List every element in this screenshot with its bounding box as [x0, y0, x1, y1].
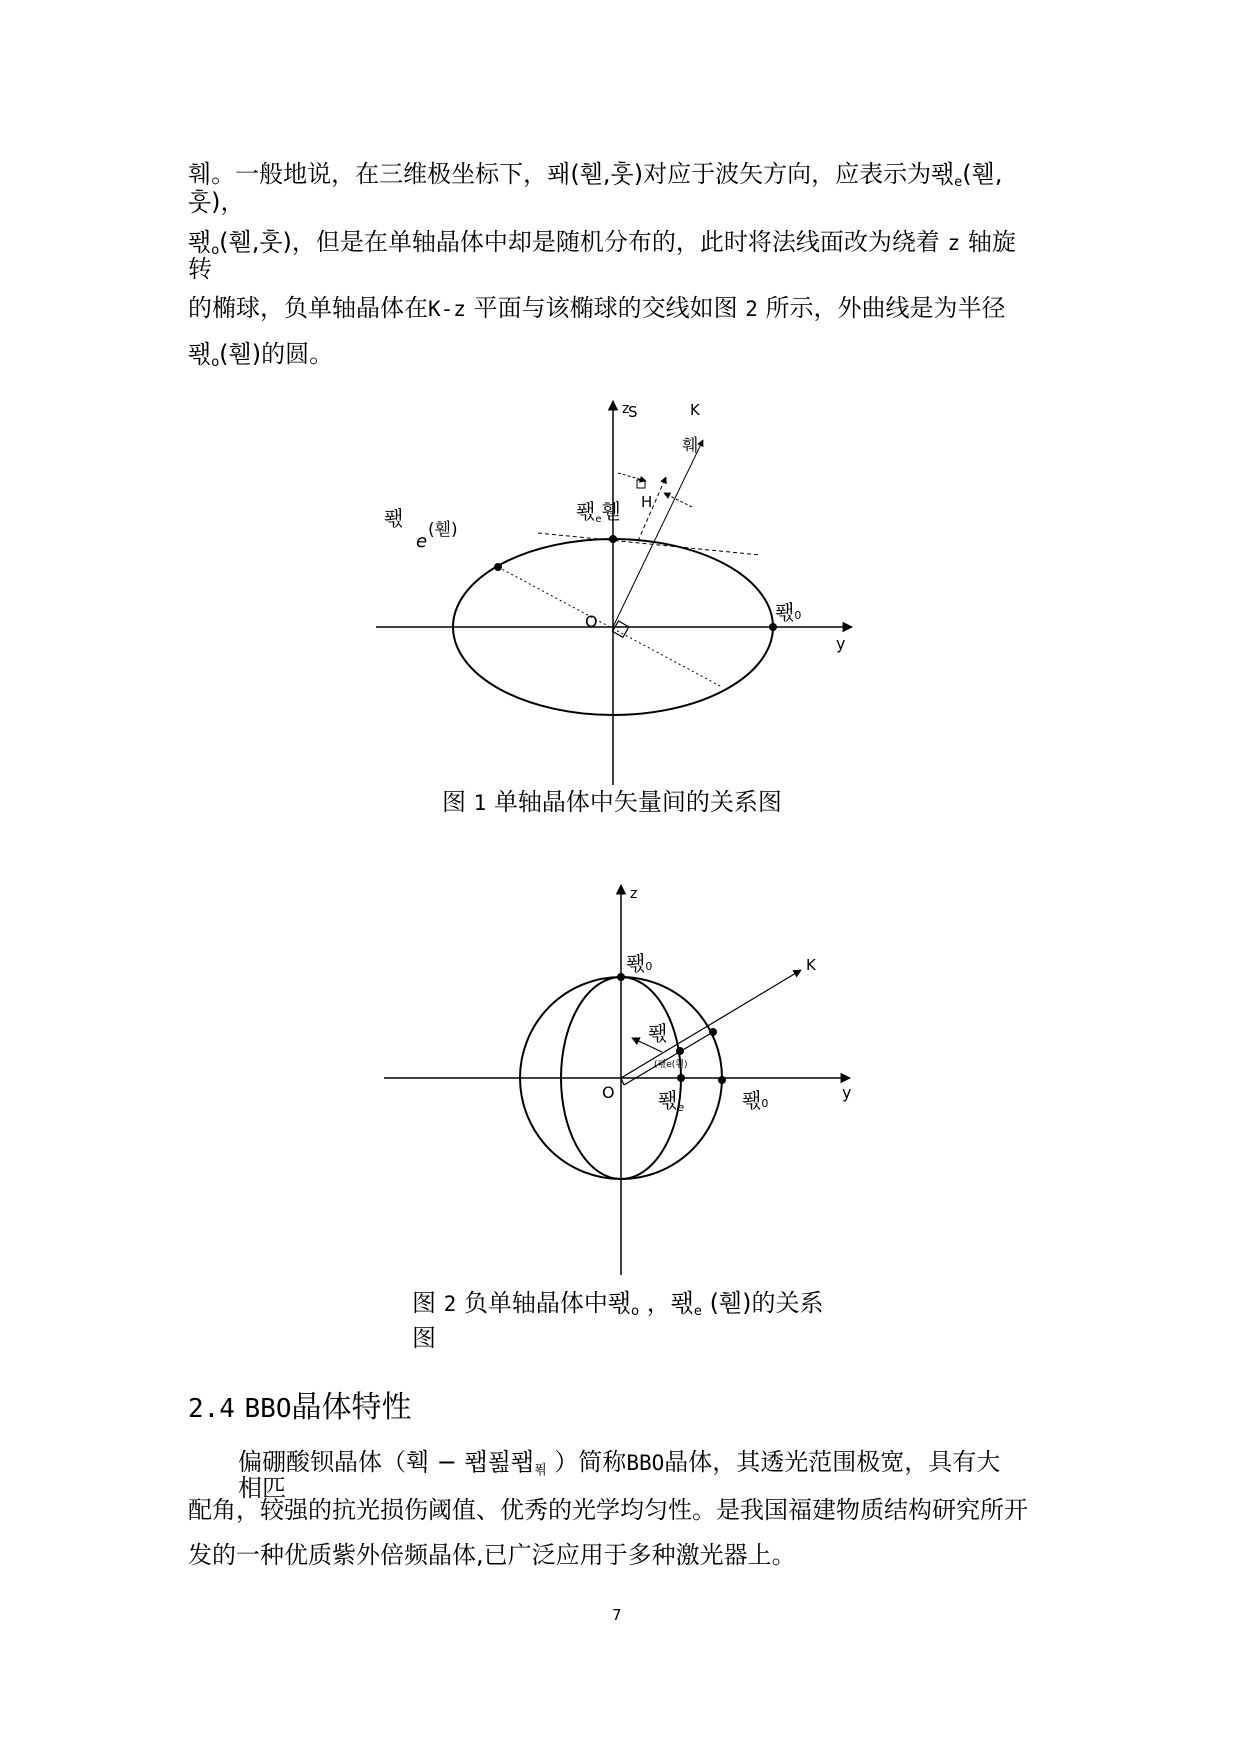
label-ne-theta: 퐧$_e$휃 — [576, 499, 621, 525]
point-top — [617, 973, 625, 981]
subscript: o — [211, 243, 220, 258]
text-segment: 轴旋 — [967, 228, 1016, 256]
text-segment: 配角，较强的抗光损伤阈值、优秀的光学均匀性。是我国福建物质结构研究所开 — [188, 1496, 1028, 1524]
paragraph1-line4 — [188, 255, 212, 283]
label-ne: 퐧$_e$ — [658, 1088, 685, 1114]
label-h: H — [641, 493, 653, 511]
figure1-diagram — [370, 395, 870, 785]
point-ellipse-k — [676, 1047, 684, 1055]
section-heading — [188, 1390, 411, 1427]
label-no: 퐧0 — [775, 600, 802, 624]
text-segment: 퐧 — [188, 340, 212, 368]
text-segment: 转 — [188, 255, 212, 283]
right-angle-h — [637, 480, 645, 488]
paragraph2-line2 — [188, 1496, 1028, 1524]
subscript: o — [211, 355, 220, 370]
text-segment: (휃, — [962, 160, 1003, 188]
caption-line2: 图 — [412, 1324, 436, 1352]
caption-mid: ，퐧 — [646, 1289, 694, 1317]
label-z: z — [630, 886, 638, 902]
figure2-caption — [412, 1290, 823, 1351]
label-o: O — [585, 612, 598, 631]
paragraph1-line2 — [188, 188, 245, 216]
label-y: y — [842, 1083, 852, 1102]
section-number: 2.4 — [188, 1394, 235, 1424]
theta-arrow — [664, 493, 692, 507]
text-segment: 所示，外曲线是为半径 — [765, 294, 1006, 322]
point-right — [769, 623, 777, 631]
figure2-diagram — [380, 880, 860, 1280]
label-n-mid: 퐧 — [648, 1021, 668, 1045]
paragraph2-line1 — [238, 1448, 1000, 1485]
abbr: BBO — [626, 1451, 665, 1475]
caption-number: 2 — [443, 1292, 457, 1316]
text-segment: 퐧 — [188, 228, 212, 256]
label-no-top: 퐧0 — [626, 951, 653, 975]
label-theta: 훼 — [682, 436, 699, 456]
subscript: e — [954, 175, 963, 190]
caption-prefix: 图 — [412, 1289, 436, 1317]
axis-symbol: z — [947, 231, 961, 255]
paragraph1-line3 — [188, 228, 1016, 265]
point-circle-right — [718, 1076, 726, 1084]
label-no-right: 퐧0 — [742, 1088, 769, 1112]
text-segment: 偏硼酸钡晶体（훽 − 퐵푎퐵 — [238, 1448, 535, 1476]
subscript: o — [631, 1304, 640, 1319]
paragraph1-line6 — [188, 340, 333, 377]
text-segment: ）简称 — [554, 1448, 627, 1476]
page-number: 7 — [612, 1606, 622, 1624]
label-k: K — [690, 401, 700, 419]
caption-text: 负单轴晶体中퐧 — [463, 1289, 632, 1317]
caption-number: 1 — [473, 791, 487, 815]
k-vector — [613, 440, 703, 627]
caption-text: 单轴晶体中矢量间的关系图 — [493, 788, 782, 816]
point-left — [494, 563, 502, 571]
section-title: 晶体特性 — [291, 1390, 412, 1425]
figure1-caption — [442, 782, 782, 817]
text-segment: 晶体，其透光范围极宽，具有大 — [664, 1448, 1001, 1476]
figure-ref: 2 — [745, 297, 758, 321]
subscript: 푂 — [534, 1463, 547, 1478]
text-segment: 훼。一般地说，在三维极坐标下，퐤(휃,훗)对应于波矢方向，应表示为퐧 — [188, 160, 955, 188]
paragraph1-line5 — [188, 294, 1006, 323]
text-segment: 平面与该椭球的交线如图 — [473, 294, 738, 322]
plane-symbol: K-z — [428, 297, 466, 321]
label-y: y — [836, 634, 846, 653]
text-segment: 发的一种优质紫外倍频晶体,已广泛应用于多种激光器上。 — [188, 1541, 796, 1569]
label-z: z — [622, 401, 630, 417]
label-o: O — [602, 1083, 615, 1102]
caption-prefix: 图 — [442, 788, 466, 816]
paragraph1-line1 — [188, 160, 1002, 197]
section-abbr: BBO — [244, 1394, 292, 1424]
label-k: K — [806, 956, 816, 974]
caption-end: (휃)的关系 — [709, 1289, 824, 1317]
text-segment: 훗)， — [188, 188, 245, 216]
label-left-ne: 퐧 e (휃) — [384, 506, 458, 552]
text-segment: 的椭球，负单轴晶体在 — [188, 294, 428, 322]
caption-line1 — [412, 1290, 823, 1325]
text-segment: 相匹 — [238, 1474, 286, 1502]
label-ne-small: (퐧e(휃) — [654, 1060, 688, 1070]
paragraph2-line3 — [188, 1541, 796, 1569]
label-s: S — [628, 403, 638, 421]
text-segment: (휃)的圆。 — [219, 340, 334, 368]
point-circle-k — [709, 1028, 717, 1036]
text-segment: (휃,훗)，但是在单轴晶体中却是随机分布的，此时将法线面改为绕着 — [219, 228, 940, 256]
point-top — [609, 535, 617, 543]
subscript: e — [693, 1304, 702, 1319]
point-ellipse-right — [677, 1074, 685, 1082]
